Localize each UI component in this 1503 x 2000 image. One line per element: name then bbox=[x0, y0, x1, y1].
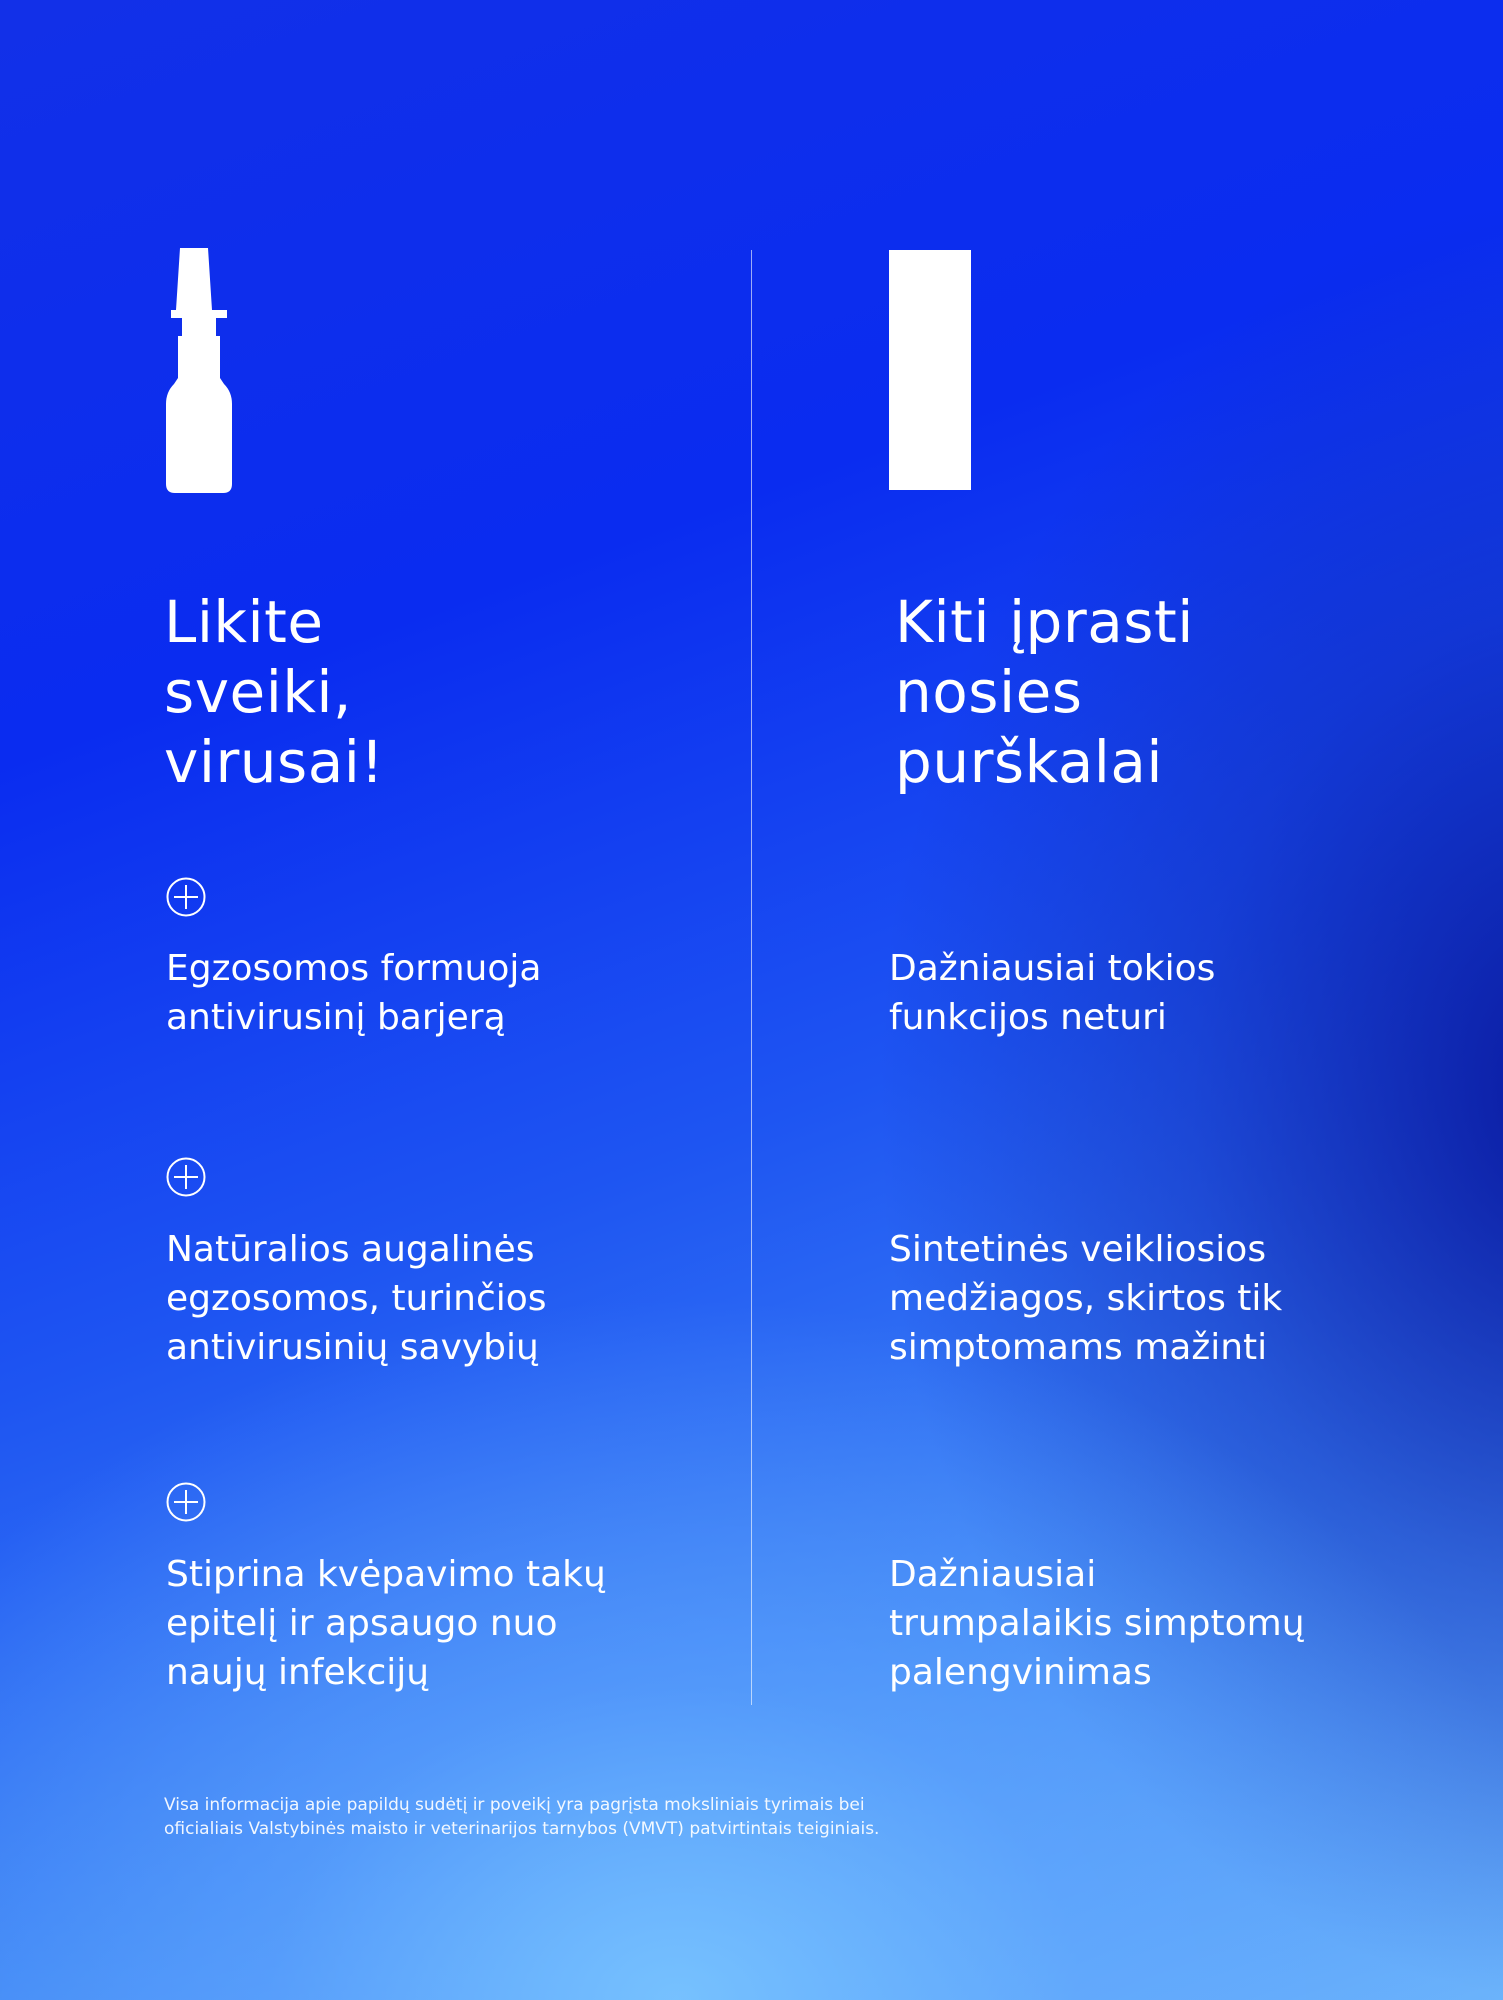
comparison-line: simptomams mažinti bbox=[889, 1327, 1268, 1368]
heading-left-line: virusai! bbox=[164, 728, 385, 796]
comparison-item bbox=[889, 944, 1215, 1042]
heading-right-line: nosies bbox=[895, 658, 1083, 726]
column-divider bbox=[751, 250, 752, 1705]
comparison-item bbox=[889, 1225, 1282, 1372]
nasal-spray-bottle-icon bbox=[166, 248, 232, 493]
footnote-line: Visa informacija apie papildų sudėtį ir poveikį yra pagrįsta moksliniais tyrimais bei bbox=[164, 1795, 865, 1815]
benefit-line: Egzosomos formuoja bbox=[166, 948, 542, 989]
benefit-line: antivirusinių savybių bbox=[166, 1327, 539, 1368]
benefit-line: egzosomos, turinčios bbox=[166, 1278, 547, 1319]
benefit-item bbox=[166, 1550, 606, 1697]
benefit-line: Natūralios augalinės bbox=[166, 1229, 535, 1270]
comparison-line: Sintetinės veikliosios bbox=[889, 1229, 1267, 1270]
plus-circle-icon bbox=[166, 1482, 206, 1522]
plus-circle-icon bbox=[166, 1157, 206, 1197]
heading-left-line: Likite bbox=[164, 588, 324, 656]
footnote-line: oficialiais Valstybinės maisto ir veterinarijos tarnybos (VMVT) patvirtintais teiginiais. bbox=[164, 1819, 880, 1839]
benefit-line: epitelį ir apsaugo nuo bbox=[166, 1603, 558, 1644]
benefit-line: naujų infekcijų bbox=[166, 1652, 430, 1693]
comparison-line: trumpalaikis simptomų bbox=[889, 1603, 1305, 1644]
heading-left-line: sveiki, bbox=[164, 658, 352, 726]
heading-right-line: Kiti įprasti bbox=[895, 588, 1194, 656]
benefit-line: antivirusinį barjerą bbox=[166, 997, 506, 1038]
heading-left bbox=[164, 587, 384, 797]
comparison-line: medžiagos, skirtos tik bbox=[889, 1278, 1283, 1319]
benefit-item bbox=[166, 944, 541, 1042]
benefit-item bbox=[166, 1225, 547, 1372]
comparison-item bbox=[889, 1550, 1305, 1697]
footnote bbox=[164, 1793, 879, 1841]
comparison-line: funkcijos neturi bbox=[889, 997, 1167, 1038]
heading-right-line: purškalai bbox=[895, 728, 1164, 796]
comparison-line: Dažniausiai tokios bbox=[889, 948, 1216, 989]
heading-right bbox=[895, 587, 1194, 797]
box-icon bbox=[889, 250, 971, 490]
plus-circle-icon bbox=[166, 877, 206, 917]
benefit-line: Stiprina kvėpavimo takų bbox=[166, 1554, 606, 1595]
comparison-line: Dažniausiai bbox=[889, 1554, 1097, 1595]
comparison-line: palengvinimas bbox=[889, 1652, 1152, 1693]
